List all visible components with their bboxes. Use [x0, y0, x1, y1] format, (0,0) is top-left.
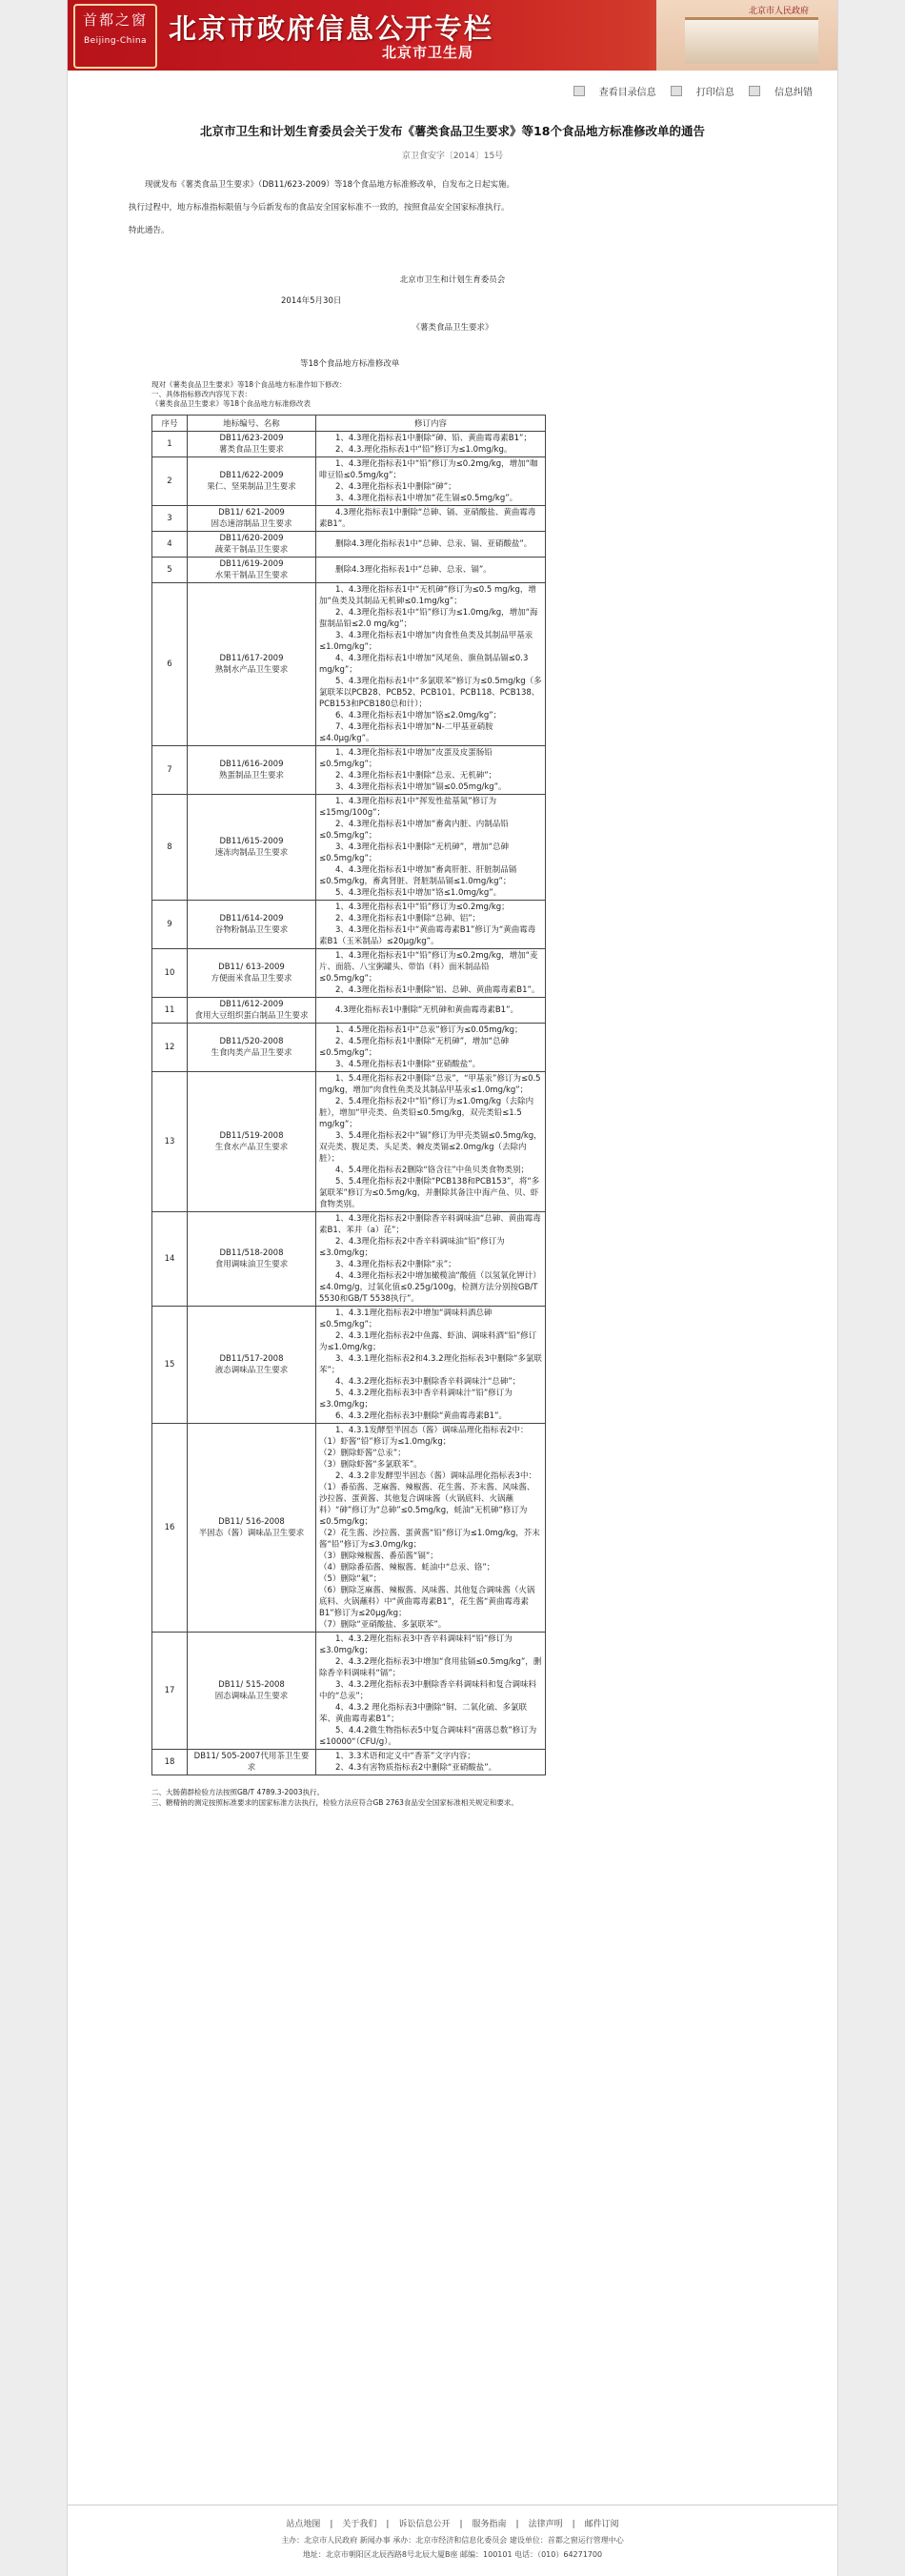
table-row: [152, 795, 546, 901]
revision-content-text: 1、4.3理化指标表1中“挥发性盐基氮”修订为≤15mg/100g”； 2、4.3理化指标表1中增加“畜禽内脏、内制品铅≤0.5mg/kg”； 3、4.3理化指标表1中删除“无机砷”，增加“总砷≤0.5mg/kg”； 4、4.3理化指标表1中增加“畜禽肝脏、肝脏制品镉≤0.5mg/kg，畜禽肾脏、肾脏制品镉≤1.0mg/kg”； 5、4.3理化指标表1中增加“铬≤1.0mg/kg”。: [319, 797, 517, 898]
table-row: [152, 558, 546, 583]
footer-separator: |: [572, 2520, 575, 2529]
revision-content-text: 4.3理化指标表1中删除“总砷、镉、亚硝酸盐、黄曲霉毒素B1”。: [319, 508, 536, 529]
standard-name: [188, 1633, 316, 1750]
notes: [68, 1787, 837, 1808]
standard-name-text: DB11/ 621-2009 固态速溶制品卫生要求: [211, 508, 292, 529]
standard-name-text: DB11/614-2009 谷物粉制品卫生要求: [214, 914, 289, 935]
standard-name-text: DB11/ 505-2007代用茶卫生要求: [193, 1752, 310, 1773]
footer-link[interactable]: 关于我们: [342, 2520, 377, 2529]
row-number-text: 13: [164, 1137, 175, 1146]
footer-address: 地址：北京市朝阳区北辰西路8号北辰大厦B座 邮编：100101 电话：（010）64271700: [302, 2550, 603, 2559]
row-number: [152, 532, 188, 558]
standard-name-text: DB11/619-2009 水果干制品卫生要求: [214, 559, 289, 580]
row-number-text: 11: [164, 1005, 175, 1015]
revision-content: [316, 998, 546, 1024]
standard-name: [188, 1750, 316, 1775]
revision-content: [316, 457, 546, 506]
paragraph: 现就发布《薯类食品卫生要求》（DB11/623-2009）等18个食品地方标准修改单，自发布之日起实施。: [145, 180, 515, 190]
standard-name: [188, 558, 316, 583]
revision-content-text: 1、4.3理化指标表1中“铅”修订为≤0.2mg/kg，增加“咖啡豆铅≤0.5mg/kg”； 2、4.3理化指标表1中删除“砷”； 3、4.3理化指标表1中增加“花生镉≤0.5mg/kg”。: [319, 459, 538, 503]
revision-content: [316, 432, 546, 457]
row-number-text: 5: [167, 565, 172, 575]
table-row: [152, 432, 546, 457]
site-title: 北京市政府信息公开专栏: [169, 12, 494, 45]
print-icon: [671, 86, 682, 96]
row-number-text: 10: [164, 968, 175, 978]
row-number: [152, 432, 188, 457]
row-number: [152, 583, 188, 746]
site-subtitle: 北京市卫生局: [382, 44, 474, 61]
table-row: [152, 1307, 546, 1424]
table-row: [152, 1424, 546, 1633]
row-number-text: 4: [167, 539, 172, 549]
revision-content-text: 1、4.3理化指标表1中“铅”修订为≤0.2mg/kg，增加“麦片、面筋、八宝粥罐头、带馅（料）面米制品铅≤0.5mg/kg”； 2、4.3理化指标表1中删除“铝、总砷、黄曲霉毒素B1”。: [319, 951, 540, 995]
footer-link[interactable]: 诉讼信息公开: [398, 2520, 451, 2529]
table-row: [152, 1072, 546, 1212]
footer-sponsor: 主办：北京市人民政府 新闻办事 承办：北京市经济和信息化委员会 建设单位：首都之窗运行管理中心: [281, 2536, 624, 2545]
table-intro: [68, 380, 837, 409]
building-image: [656, 0, 837, 71]
table-row: [152, 1633, 546, 1750]
standard-name: [188, 1307, 316, 1424]
revision-content-text: 1、4.3.1理化指标表2中增加“调味料酒总砷≤0.5mg/kg”； 2、4.3.1理化指标表2中鱼露、虾油、调味料酒“铅”修订为≤1.0mg/kg； 3、4.3.1理化指标表2和4.3.2理化指标表3中删除“多氯联苯”； 4、4.3.2理化指标表3中删除香辛料调味汁“总砷”； 5、4.3.2理化指标表3中香辛料调味汁“铅”修订为≤3.0mg/kg； 6、4.3.2理化指标表3中删除“黄曲霉毒素B1”。: [319, 1308, 542, 1421]
row-number-text: 9: [167, 920, 172, 929]
row-number-text: 7: [167, 765, 172, 775]
standard-name-text: DB11/623-2009 薯类食品卫生要求: [218, 434, 284, 455]
standard-name: [188, 1024, 316, 1072]
standard-name-text: DB11/622-2009 果仁、坚果制品卫生要求: [207, 471, 296, 492]
standard-name: [188, 795, 316, 901]
appendix-title: 《薯类食品卫生要求》: [412, 323, 493, 333]
footer-links: [68, 2517, 837, 2529]
table-row: [152, 1024, 546, 1072]
revision-content: [316, 506, 546, 532]
revision-content-text: 1、4.3理化指标表1中“铅”修订为≤0.2mg/kg； 2、4.3理化指标表1中删除“总砷、铝”； 3、4.3理化指标表1中“黄曲霉毒素B1”修订为“黄曲霉毒素B1（玉米制品）≤20μg/kg”。: [319, 903, 536, 946]
revision-content-text: 删除4.3理化指标表1中“总砷、总汞、镉、亚硝酸盐”。: [319, 539, 533, 549]
revision-content-text: 删除4.3理化指标表1中“总砷、总汞、镉”。: [319, 565, 492, 575]
standard-name-text: DB11/616-2009 熟蛋制品卫生要求: [218, 760, 284, 781]
row-number-text: 12: [164, 1043, 175, 1052]
capital-window-logo[interactable]: [73, 4, 157, 69]
standard-name-text: DB11/517-2008 液态调味品卫生要求: [214, 1354, 289, 1375]
row-number-text: 15: [164, 1360, 175, 1369]
error-report-button[interactable]: 信息纠错: [749, 88, 813, 98]
table-row: [152, 1212, 546, 1307]
row-number: [152, 506, 188, 532]
row-number: [152, 558, 188, 583]
standard-name-text: DB11/ 613-2009 方便面米食品卫生要求: [211, 963, 292, 984]
revision-content-text: 1、4.5理化指标表1中“总汞”修订为≤0.05mg/kg； 2、4.5理化指标表1中删除“无机砷”，增加“总砷≤0.5mg/kg”； 3、4.5理化指标表1中删除“亚硝酸盐”。: [319, 1025, 523, 1069]
revision-content: [316, 901, 546, 949]
revision-content: [316, 1633, 546, 1750]
table-header-row: [152, 416, 546, 432]
row-number: [152, 746, 188, 795]
site-footer: [68, 2505, 837, 2576]
row-number-text: 17: [164, 1686, 175, 1695]
table-body: [152, 432, 546, 1775]
intro-line: 一、具体指标修改内容见下表：: [151, 390, 251, 398]
standard-name: [188, 949, 316, 998]
row-number-text: 16: [164, 1523, 175, 1532]
revision-content-text: 1、4.3理化指标表1中删除“砷、铅、黄曲霉毒素B1”； 2、4.3.理化指标表1中“铅”修订为≤1.0mg/kg。: [335, 434, 532, 455]
report-icon: [749, 86, 760, 96]
table-row: [152, 532, 546, 558]
footer-separator: |: [515, 2520, 519, 2529]
table-row: [152, 949, 546, 998]
standard-name-text: DB11/617-2009 熟制水产品卫生要求: [214, 654, 289, 675]
standard-name: [188, 1072, 316, 1212]
row-number: [152, 457, 188, 506]
row-number: [152, 1072, 188, 1212]
revision-content: [316, 949, 546, 998]
revision-table: [151, 415, 546, 1775]
standard-name-text: DB11/ 516-2008 半固态（酱）调味品卫生要求: [198, 1517, 305, 1538]
row-number-text: 3: [167, 514, 172, 523]
document-title: 北京市卫生和计划生育委员会关于发布《薯类食品卫生要求》等18个食品地方标准修改单的通告: [200, 124, 705, 138]
column-header: 修订内容: [316, 416, 546, 432]
table-row: [152, 457, 546, 506]
revision-content-text: 1、5.4理化指标表2中删除“总汞”，“甲基汞”修订为≤0.5 mg/kg，增加“肉食性鱼类及其制品甲基汞≤1.0mg/kg”； 2、5.4理化指标表2中“铅”修订为≤1.0mg/kg（去除内脏），增加“甲壳类、鱼类铅≤0.5mg/kg，双壳类铅≤1.5 mg/kg”； 3、5.4理化指标表2中“镉”修订为甲壳类镉≤0.5mg/kg，双壳类、腹足类、头足类、棘皮类镉≤2.0mg/kg（去除内脏）； 4、5.4理化指标表2删除“铬含往”中鱼贝类食物类别； 5、5.4理化指标表2中删除“PCB138和PCB153”，将“多氯联苯”修订为≤0.5mg/kg，并删除其备注中海产鱼、贝、虾食物类别。: [319, 1074, 542, 1209]
row-number: [152, 949, 188, 998]
standard-name: [188, 583, 316, 746]
row-number: [152, 1750, 188, 1775]
building-shape: [685, 17, 818, 64]
table-row: [152, 901, 546, 949]
revision-content: [316, 583, 546, 746]
document-body: [68, 178, 837, 371]
row-number-text: 8: [167, 842, 172, 852]
revision-content-text: 1、4.3理化指标表1中“无机砷”修订为≤0.5 mg/kg，增加“鱼类及其制品无机砷≤0.1mg/kg”； 2、4.3理化指标表1中“铅”修订为≤1.0mg/kg，增加“海蜇制品铅≤2.0 mg/kg”； 3、4.3理化指标表1中增加“肉食性鱼类及其制品甲基汞≤1.0mg/kg”； 4、4.3理化指标表1中增加“风尾鱼、旗鱼制品镉≤0.3 mg/kg”； 5、4.3理化指标表1中“多氯联苯”修订为≤0.5mg/kg（多氯联苯以PCB28、PCB52、PCB101、PCB118、PCB138、PCB153和PCB180总和计）； 6、4.3理化指标表1中增加“铬≤2.0mg/kg”； 7、4.3理化指标表1中增加“N-二甲基亚硝胺≤4.0μg/kg”。: [319, 585, 542, 743]
view-directory-button[interactable]: 查看目录信息: [573, 88, 656, 98]
logo-text: 首都之窗: [82, 11, 148, 29]
page: [67, 0, 838, 2576]
note: 二、大肠菌群检验方法按照GB/T 4789.3-2003执行。: [151, 1788, 324, 1796]
standard-name: [188, 901, 316, 949]
building-label: 北京市人民政府: [748, 7, 809, 16]
row-number: [152, 795, 188, 901]
paragraph: 执行过程中，地方标准指标限值与今后新发布的食品安全国家标准不一致的，按照食品安全国家标准执行。: [129, 203, 510, 213]
standard-name: [188, 457, 316, 506]
row-number: [152, 1212, 188, 1307]
row-number: [152, 1633, 188, 1750]
table-row: [152, 506, 546, 532]
row-number: [152, 1424, 188, 1633]
table-row: [152, 1750, 546, 1775]
revision-content-text: 1、3.3术语和定义中“香茶”文字内容； 2、4.3有害物质指标表2中删除“亚硝酸盐”。: [335, 1752, 497, 1773]
table-row: [152, 746, 546, 795]
footer-link[interactable]: 站点地图: [286, 2520, 321, 2529]
row-number-text: 1: [167, 439, 172, 449]
paragraph: 特此通告。: [129, 226, 170, 235]
standard-name: [188, 746, 316, 795]
footer-separator: |: [386, 2520, 390, 2529]
footer-separator: |: [459, 2520, 463, 2529]
signer: 北京市卫生和计划生育委员会: [399, 275, 506, 285]
row-number: [152, 901, 188, 949]
revision-content-text: 1、4.3理化指标表2中删除香辛料调味油“总砷、黄曲霉毒素B1、苯并（a）芘”； 2、4.3理化指标表2中香辛料调味油“铅”修订为≤3.0mg/kg； 3、4.3理化指标表2中删除“汞”； 4、4.3理化指标表2中增加橄榄油“酸值（以氢氧化钾计）≤4.0mg/g，过氧化值≤0.25g/100g，检测方法分别按GB/T 5530和GB/T 5538执行”。: [319, 1214, 541, 1304]
standard-name: [188, 432, 316, 457]
revision-content: [316, 1307, 546, 1424]
row-number: [152, 1024, 188, 1072]
revision-content: [316, 1024, 546, 1072]
row-number-text: 6: [167, 659, 172, 669]
revision-content: [316, 795, 546, 901]
revision-content-text: 1、4.3理化指标表1中增加“皮蛋及皮蛋肠铅≤0.5mg/kg”； 2、4.3理化指标表1中删除“总汞、无机砷”； 3、4.3理化指标表1中增加“镉≤0.05mg/kg”。: [319, 748, 507, 792]
intro-line: 《薯类食品卫生要求》等18个食品地方标准修改表: [151, 399, 312, 408]
row-number-text: 18: [164, 1757, 175, 1767]
row-number-text: 14: [164, 1254, 175, 1264]
intro-line: 现对《薯类食品卫生要求》等18个食品地方标准作如下修改：: [151, 380, 347, 389]
standard-name-text: DB11/519-2008 生食水产品卫生要求: [214, 1131, 289, 1152]
toolbar: [68, 71, 837, 105]
standard-name-text: DB11/612-2009 食用大豆组织蛋白制品卫生要求: [194, 1000, 309, 1021]
standard-name: [188, 506, 316, 532]
row-number-text: 2: [167, 477, 172, 486]
appendix-subtitle: 等18个食品地方标准修改单: [300, 359, 400, 369]
footer-link[interactable]: 法律声明: [528, 2520, 563, 2529]
standard-name: [188, 1424, 316, 1633]
row-number: [152, 1307, 188, 1424]
logo-subtext: Beijing-China: [83, 36, 148, 46]
revision-content-text: 1、4.3.2理化指标表3中香辛料调味料“铅”修订为≤3.0mg/kg； 2、4.3.2理化指标表3中增加“食用盐镉≤0.5mg/kg”，删除香辛料调味料“镉”； 3、4.3.2理化指标表3中删除香辛料调味料和复合调味料中的“总汞”； 4、4.3.2 理化指标表3中删除“铜、二氧化硫、多氯联苯、黄曲霉毒素B1”； 5、4.4.2微生物指标表5中复合调味料“菌落总数”修订为≤10000“（CFU/g）。: [319, 1634, 542, 1747]
revision-content: [316, 1072, 546, 1212]
standard-name-text: DB11/ 515-2008 固态调味品卫生要求: [214, 1680, 289, 1701]
footer-link[interactable]: 邮件订阅: [584, 2520, 619, 2529]
revision-content: [316, 1212, 546, 1307]
note: 三、糖精钠的测定按照标准要求的国家标准方法执行，检验方法应符合GB 2763食品安全国家标准相关规定和要求。: [151, 1798, 518, 1807]
revision-content: [316, 1750, 546, 1775]
revision-content-text: 1、4.3.1发酵型半固态（酱）调味品理化指标表2中： （1）虾酱“铅”修订为≤1.0mg/kg； （2）删除虾酱“总汞”； （3）删除虾酱“多氯联苯”。 2、4.3.2非发酵型半固态（酱）调味品理化指标表3中： （1）番茄酱、芝麻酱、辣椒酱、花生酱、芥末酱、风味酱、沙拉酱、蛋黄酱、其他复合调味酱（火锅底料、火锅蘸料）“砷”修订为“总砷”≤0.5mg/kg，蚝油“无机砷”修订为≤0.5mg/kg； （2）花生酱、沙拉酱、蛋黄酱“铅”修订为≤1.0mg/kg，芥末酱“铅”修订为≤3.0mg/kg； （3）删除辣椒酱、番茄酱“镉”； （4）删除番茄酱、辣椒酱、蚝油中“总汞、铬”； （5）删除“氟”； （6）删除芝麻酱、辣椒酱、风味酱、其他复合调味酱（火锅底料、火锅蘸料）中“黄曲霉毒素B1”，花生酱“黄曲霉毒素B1”修订为≤20μg/kg； （7）删除“亚硝酸盐、多氯联苯”。: [319, 1426, 540, 1630]
footer-link[interactable]: 服务指南: [472, 2520, 507, 2529]
table-row: [152, 998, 546, 1024]
directory-icon: [573, 86, 585, 96]
column-header: 地标编号、名称: [188, 416, 316, 432]
revision-content-text: 4.3理化指标表1中删除“无机砷和黄曲霉毒素B1”。: [319, 1005, 518, 1015]
table-row: [152, 583, 546, 746]
standard-name-text: DB11/518-2008 食用调味油卫生要求: [214, 1248, 289, 1269]
revision-content: [316, 558, 546, 583]
standard-name-text: DB11/520-2008 生食肉类产品卫生要求: [211, 1037, 292, 1058]
revision-content: [316, 1424, 546, 1633]
standard-name: [188, 998, 316, 1024]
document-number: 京卫食安字〔2014〕15号: [401, 152, 504, 161]
footer-separator: |: [330, 2520, 333, 2529]
site-banner: [68, 0, 837, 71]
row-number: [152, 998, 188, 1024]
standard-name: [188, 532, 316, 558]
revision-content: [316, 532, 546, 558]
print-button[interactable]: 打印信息: [671, 88, 734, 98]
column-header: 序号: [152, 416, 188, 432]
revision-content: [316, 746, 546, 795]
issue-date: 2014年5月30日: [281, 296, 342, 306]
standard-name-text: DB11/620-2009 蔬菜干制品卫生要求: [214, 534, 289, 555]
standard-name-text: DB11/615-2009 速冻肉制品卫生要求: [214, 837, 289, 858]
standard-name: [188, 1212, 316, 1307]
